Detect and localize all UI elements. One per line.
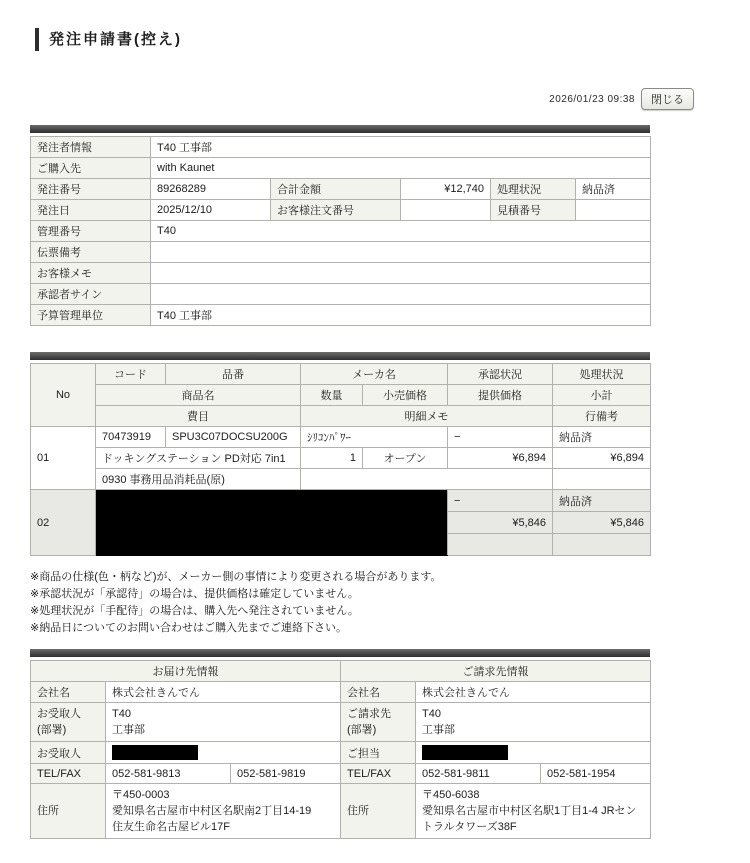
item-expense: 0930 事務用品消耗品(原) (96, 469, 301, 490)
row-value (576, 200, 651, 221)
redaction-box (96, 490, 448, 556)
note-line: ※処理状況が「手配待」の場合は、購入先へ発注されていません。 (30, 605, 359, 617)
row-label: 伝票備考 (31, 242, 151, 263)
row-label: 承認者サイン (31, 284, 151, 305)
dept-value (106, 703, 341, 742)
item-row-note (553, 534, 651, 556)
item-code: 70473919 (96, 427, 166, 448)
item-product: ドッキングステーション PD対応 7in1 (96, 448, 301, 469)
dept-value-line: 工事部 (422, 724, 456, 736)
section-bar (30, 352, 650, 360)
close-button[interactable]: 閉じる (641, 88, 694, 110)
item-process: 納品済 (553, 427, 651, 448)
col-product: 商品名 (96, 385, 301, 406)
order-row (31, 242, 651, 263)
col-offer: 提供価格 (448, 385, 553, 406)
row-value: T40 (151, 221, 651, 242)
row-label: お客様注文番号 (271, 200, 401, 221)
item-item-no: SPU3C07DOCSU200G (166, 427, 301, 448)
postal-code: 〒450-0003 (112, 789, 170, 801)
item-offer: ¥5,846 (448, 512, 553, 534)
col-approval: 承認状況 (448, 364, 553, 385)
order-info-section (30, 125, 650, 326)
tel-value: 052-581-9811 (416, 764, 541, 784)
company-value: 株式会社きんでん (106, 682, 341, 703)
section-bar (30, 649, 650, 657)
items-header-row (31, 364, 651, 385)
item-memo (448, 534, 553, 556)
address-header-row (31, 661, 651, 682)
row-value (151, 242, 651, 263)
dept-value-line: T40 (112, 708, 131, 720)
col-code: コード (96, 364, 166, 385)
row-value: T40 工事部 (151, 137, 651, 158)
items-table (30, 363, 651, 556)
billing-section-title: ご請求先情報 (341, 661, 651, 682)
row-value: 納品済 (576, 179, 651, 200)
order-row (31, 158, 651, 179)
item-no-cell: 02 (31, 490, 96, 556)
address-row (31, 784, 651, 839)
dept-label-line: (部署) (347, 724, 377, 736)
item-qty: 1 (301, 448, 363, 469)
col-expense: 費目 (96, 406, 301, 427)
delivery-section-title: お届け先情報 (31, 661, 341, 682)
row-label: 発注日 (31, 200, 151, 221)
toolbar (30, 87, 694, 111)
items-header-row (31, 385, 651, 406)
notes (30, 569, 650, 637)
address-section (30, 649, 650, 839)
item-row (31, 490, 651, 512)
address-value (106, 784, 341, 839)
address-row (31, 742, 651, 764)
row-label: 処理状況 (491, 179, 576, 200)
item-row (31, 448, 651, 469)
address-label: 住所 (341, 784, 416, 839)
row-value: with Kaunet (151, 158, 651, 179)
row-label: ご購入先 (31, 158, 151, 179)
item-process: 納品済 (553, 490, 651, 512)
col-row-note: 行備考 (553, 406, 651, 427)
company-label: 会社名 (341, 682, 416, 703)
order-row (31, 284, 651, 305)
print-timestamp: 2026/01/23 09:38 (549, 93, 635, 105)
address-line: 愛知県名古屋市中村区名駅南2丁目14-19 (112, 805, 312, 817)
items-section (30, 352, 650, 556)
order-row (31, 179, 651, 200)
row-label: 発注番号 (31, 179, 151, 200)
address-line: 住友生命名古屋ビル17F (112, 821, 230, 833)
person-value (416, 742, 651, 764)
row-label: お客様メモ (31, 263, 151, 284)
dept-value-line: 工事部 (112, 724, 145, 736)
address-table (30, 660, 651, 839)
address-line: 愛知県名古屋市中村区名駅1丁目1-4 JRセントラルタワーズ38F (422, 805, 637, 833)
item-subtotal: ¥6,894 (553, 448, 651, 469)
address-value (416, 784, 651, 839)
item-row (31, 469, 651, 490)
telfax-label: TEL/FAX (341, 764, 416, 784)
order-row (31, 305, 651, 326)
item-no-cell: 01 (31, 427, 96, 490)
telfax-label: TEL/FAX (31, 764, 106, 784)
items-header-row (31, 406, 651, 427)
row-label: 管理番号 (31, 221, 151, 242)
note-line: ※承認状況が「承認待」の場合は、提供価格は確定していません。 (30, 588, 359, 600)
redaction-box (422, 745, 508, 760)
redaction-box (112, 745, 198, 760)
col-no: No (31, 364, 96, 427)
page-title: 発注申請書(控え) (35, 28, 750, 51)
row-value: 2025/12/10 (151, 200, 271, 221)
row-label: 予算管理単位 (31, 305, 151, 326)
order-row (31, 137, 651, 158)
dept-label (31, 703, 106, 742)
col-process: 処理状況 (553, 364, 651, 385)
col-maker: メーカ名 (301, 364, 448, 385)
company-value: 株式会社きんでん (416, 682, 651, 703)
item-retail: オープン (363, 448, 448, 469)
col-memo: 明細メモ (301, 406, 553, 427)
dept-label-line: ご請求先 (347, 708, 392, 720)
row-value (151, 263, 651, 284)
order-info-table (30, 136, 651, 326)
fax-value: 052-581-9819 (231, 764, 341, 784)
row-value: T40 工事部 (151, 305, 651, 326)
tel-value: 052-581-9813 (106, 764, 231, 784)
person-label: ご担当 (341, 742, 416, 764)
section-bar (30, 125, 650, 133)
note-line: ※納品日についてのお問い合わせはご購入先までご連絡下さい。 (30, 622, 347, 634)
order-row (31, 221, 651, 242)
person-value (106, 742, 341, 764)
address-row (31, 764, 651, 784)
row-label: 発注者情報 (31, 137, 151, 158)
company-label: 会社名 (31, 682, 106, 703)
address-label: 住所 (31, 784, 106, 839)
row-label: 見積番号 (491, 200, 576, 221)
dept-value (416, 703, 651, 742)
row-label: 合計金額 (271, 179, 401, 200)
order-row (31, 200, 651, 221)
address-row (31, 682, 651, 703)
dept-value-line: T40 (422, 708, 441, 720)
document-body (30, 125, 650, 839)
col-qty: 数量 (301, 385, 363, 406)
item-memo (301, 469, 553, 490)
item-approval: − (448, 427, 553, 448)
item-approval: − (448, 490, 553, 512)
dept-label (341, 703, 416, 742)
dept-label-line: (部署) (37, 724, 67, 736)
postal-code: 〒450-6038 (422, 789, 480, 801)
item-subtotal: ¥5,846 (553, 512, 651, 534)
fax-value: 052-581-1954 (541, 764, 651, 784)
dept-label-line: お受取人 (37, 708, 81, 720)
row-value: 89268289 (151, 179, 271, 200)
address-row (31, 703, 651, 742)
row-value: ¥12,740 (401, 179, 491, 200)
col-item-no: 品番 (166, 364, 301, 385)
note-line: ※商品の仕様(色・柄など)が、メーカー側の事情により変更される場合があります。 (30, 571, 442, 583)
row-value (401, 200, 491, 221)
col-subtotal: 小計 (553, 385, 651, 406)
item-offer: ¥6,894 (448, 448, 553, 469)
item-row (31, 427, 651, 448)
item-maker: ｼﾘｺﾝﾊﾟﾜｰ (301, 427, 448, 448)
col-retail: 小売価格 (363, 385, 448, 406)
person-label: お受取人 (31, 742, 106, 764)
item-row-note (553, 469, 651, 490)
row-value (151, 284, 651, 305)
order-row (31, 263, 651, 284)
